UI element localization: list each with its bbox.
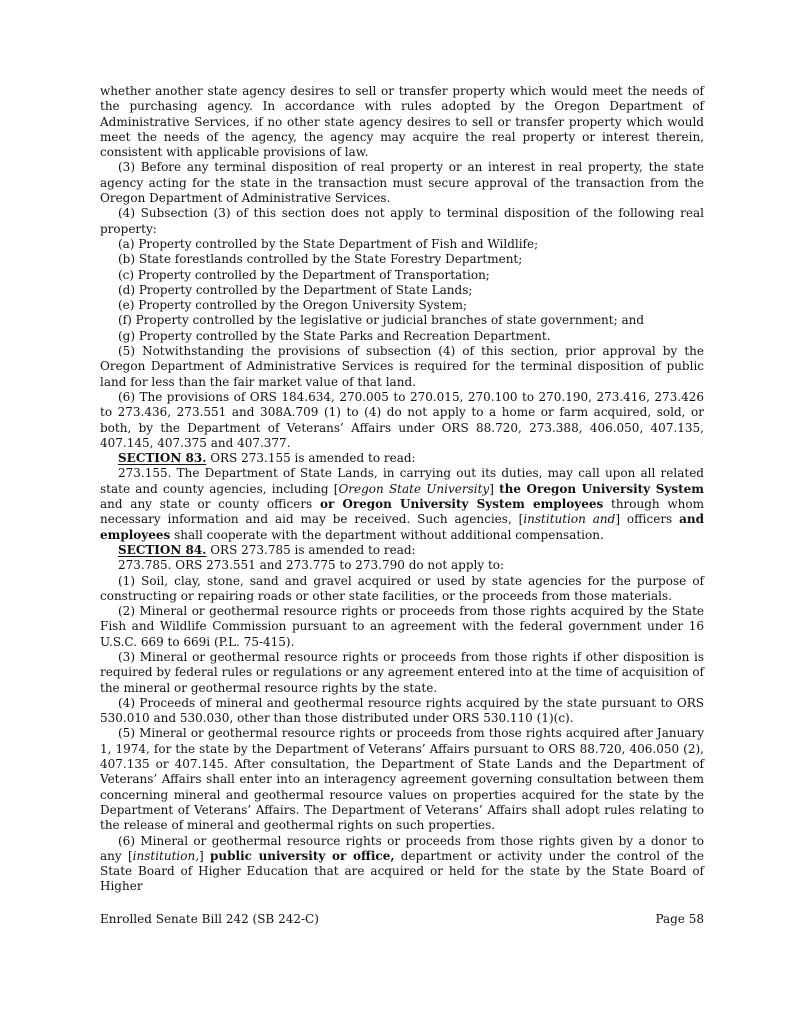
text-run: 273.785. ORS 273.551 and 273.775 to 273.790 do not apply to: xyxy=(118,558,505,573)
text-run: (g) Property controlled by the State Parks and Recreation Department. xyxy=(118,328,551,343)
paragraph xyxy=(100,650,704,696)
text-run: whether another state agency desires to sell or transfer property which would meet the needs of the purchasing agency. In accordance with rules adopted by the Oregon Department of Administrative Services, if no other state agency desires to sell or transfer property which would meet the needs of the agency, the agency may acquire the real property or interest therein, consistent with applicable provisions of law. xyxy=(100,84,704,160)
paragraph xyxy=(100,726,704,833)
paragraph xyxy=(100,206,704,237)
page-footer xyxy=(100,912,704,927)
paragraph xyxy=(100,84,704,160)
paragraph xyxy=(100,390,704,451)
footer-bill-title: Enrolled Senate Bill 242 (SB 242-C) xyxy=(100,911,319,926)
text-run: (6) The provisions of ORS 184.634, 270.005 to 270.015, 270.100 to 270.190, 273.416, 273.426 to 273.436, 273.551 and 308A.709 (1) to (4) do not apply to a home or farm acquired, sold, or both, by the Department of Veterans’ Affairs under ORS 88.720, 273.388, 406.050, 407.135, 407.145, 407.375 and 407.377. xyxy=(100,389,704,450)
text-run: institution, xyxy=(132,848,200,863)
text-run: ] xyxy=(199,848,210,863)
paragraph xyxy=(100,574,704,605)
text-run: (2) Mineral or geothermal resource rights or proceeds from those rights acquired by the State Fish and Wildlife Commission pursuant to an agreement with the federal government under 16 U.S.C. 669 to 669i (P.L. 75-415). xyxy=(100,604,704,649)
text-run: (b) State forestlands controlled by the State Forestry Department; xyxy=(118,252,523,267)
section-heading: SECTION 84. xyxy=(118,542,207,557)
text-run: and employees xyxy=(100,512,704,542)
paragraph xyxy=(100,543,704,558)
paragraph xyxy=(100,329,704,344)
text-run: institution and xyxy=(523,512,616,527)
text-run: (5) Mineral or geothermal resource rights or proceeds from those rights acquired after January 1, 1974, for the state by the Department of Veterans’ Affairs pursuant to ORS 88.720, 406.050 (2), 407.135 or 407.145. After consultation, the Department of State Lands and the Department of Veterans’ Affairs shall enter into an interagency agreement governing consultation between them concerning mineral and geothermal resource values on properties acquired for the state by the Department of Veterans’ Affairs. The Department of Veterans’ Affairs shall adopt rules relating to the release of mineral and geothermal rights on such properties. xyxy=(100,726,704,833)
text-run: ] xyxy=(489,481,500,496)
text-run: Oregon State University xyxy=(338,481,490,496)
text-run: public university or office, xyxy=(210,848,395,863)
paragraph xyxy=(100,237,704,252)
text-run: (5) Notwithstanding the provisions of subsection (4) of this section, prior approval by the Oregon Department of Administrative Services is required for the terminal disposition of public land for less than the fair market value of that land. xyxy=(100,344,704,389)
paragraph xyxy=(100,313,704,328)
section-heading: SECTION 83. xyxy=(118,451,207,466)
document-body xyxy=(100,84,704,927)
paragraph xyxy=(100,298,704,313)
text-run: shall cooperate with the department without additional compensation. xyxy=(170,527,604,542)
paragraph xyxy=(100,283,704,298)
paragraph xyxy=(100,696,704,727)
paragraph xyxy=(100,344,704,390)
text-run: (3) Before any terminal disposition of real property or an interest in real property, the state agency acting for the state in the transaction must secure approval of the transaction from the Oregon Department of Administrative Services. xyxy=(100,160,704,206)
paragraph xyxy=(100,834,704,895)
text-run: (4) Subsection (3) of this section does not apply to terminal disposition of the following real property: xyxy=(100,206,704,236)
text-run: (f) Property controlled by the legislative or judicial branches of state government; and xyxy=(118,313,645,328)
text-run: (4) Proceeds of mineral and geothermal resource rights acquired by the state pursuant to ORS 530.010 and 530.030, other than those distributed under ORS 530.110 (1)(c). xyxy=(100,695,704,726)
text-run: (6) Mineral or geothermal resource rights or proceeds from those rights given by a donor to any [ xyxy=(100,833,704,863)
text-run: (a) Property controlled by the State Department of Fish and Wildlife; xyxy=(118,236,539,251)
text-run: the Oregon University System xyxy=(499,481,704,496)
text-run: and any state or county officers xyxy=(100,497,320,512)
footer-page-number: Page 58 xyxy=(655,911,704,926)
paragraph xyxy=(100,558,704,573)
text-run: ORS 273.155 is amended to read: xyxy=(206,451,416,466)
text-run: (c) Property controlled by the Department of Transportation; xyxy=(118,267,490,282)
paragraph xyxy=(100,252,704,267)
text-run: (1) Soil, clay, stone, sand and gravel acquired or used by state agencies for the purpose of constructing or repairing roads or other state facilities, or the proceeds from those materials. xyxy=(100,573,704,603)
text-run: ] officers xyxy=(615,512,680,527)
paragraph xyxy=(100,451,704,466)
paragraph xyxy=(100,160,704,206)
text-run: (e) Property controlled by the Oregon University System; xyxy=(118,298,468,313)
text-run: 273.155. The Department of State Lands, in carrying out its duties, may call upon all related state and county agencies, including [ xyxy=(100,466,704,496)
paragraph xyxy=(100,466,704,542)
text-run: ORS 273.785 is amended to read: xyxy=(206,542,416,557)
text-run: (d) Property controlled by the Department of State Lands; xyxy=(118,282,473,297)
paragraph xyxy=(100,604,704,650)
text-run: (3) Mineral or geothermal resource rights or proceeds from those rights if other disposition is required by federal rules or regulations or any agreement entered into at the time of acquisition of the mineral or geothermal resource rights by the state. xyxy=(100,649,704,695)
text-run: department or activity under the control of the State Board of Higher Education that are acquired or held for the state by the State Board of Higher xyxy=(100,848,704,894)
text-run: through whom necessary information and aid may be received. Such agencies, [ xyxy=(100,497,704,527)
paragraph xyxy=(100,268,704,283)
text-run: or Oregon University System employees xyxy=(319,497,604,512)
